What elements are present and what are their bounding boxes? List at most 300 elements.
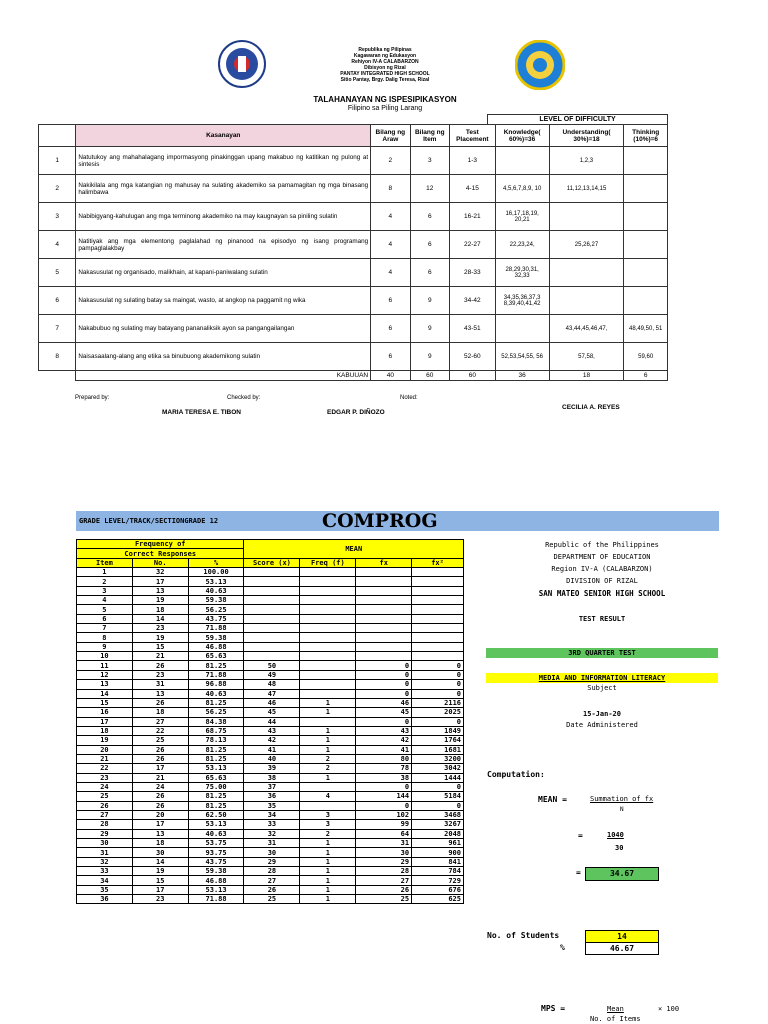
header-cell: Knowledge( 60%)=36 [495,125,549,147]
result-cell: 21 [77,754,133,763]
result-cell: 25 [77,792,133,801]
spec-cell [624,203,668,231]
result-cell [300,568,356,577]
result-cell: 100.00 [188,568,244,577]
result-cell: 6 [77,614,133,623]
header-cell: Kasanayan [76,125,371,147]
result-cell: 81.25 [188,792,244,801]
spec-cell [624,231,668,259]
result-cell: 22 [77,764,133,773]
spec-cell: 7 [39,315,76,343]
result-cell: 15 [132,642,188,651]
spec-cell: 11,12,13,14,15 [549,175,624,203]
result-cell: 1 [300,895,356,904]
spec-cell: 1,2,3 [549,147,624,175]
result-cell: 23 [132,670,188,679]
result-cell: 26 [132,698,188,707]
total-label: KABUUAN [76,371,371,381]
result-cell [300,801,356,810]
result-cell: 0 [356,782,412,791]
prepared-by-label: Prepared by: [75,395,110,401]
result-cell: 40.63 [188,829,244,838]
quarter-label: 3RD QUARTER TEST [486,648,718,658]
result-cell: 5 [77,605,133,614]
spec-cell [495,315,549,343]
result-cell: 0 [356,670,412,679]
result-cell: 34 [244,810,300,819]
spec-cell [624,259,668,287]
result-cell: 50 [244,661,300,670]
result-cell: 14 [132,857,188,866]
result-cell: 33 [77,867,133,876]
result-cell: 32 [244,829,300,838]
result-cell: 23 [132,624,188,633]
spec-cell: 6 [371,315,410,343]
result-cell: 13 [132,689,188,698]
mps-numerator: Mean [607,1005,624,1013]
subject-name: MEDIA AND INFORMATION LITERACY [486,673,718,683]
result-cell: 1681 [412,745,464,754]
result-cell: 0 [412,680,464,689]
result-row [77,736,464,745]
result-cell: 17 [132,764,188,773]
result-cell [356,633,412,642]
spec-cell: 22-27 [450,231,496,259]
result-cell: 45 [356,708,412,717]
spec-cell: 4 [371,203,410,231]
col-header: fx [356,558,412,567]
result-cell: 12 [77,670,133,679]
result-cell: 13 [132,586,188,595]
result-cell: 43.75 [188,857,244,866]
result-cell: 14 [77,689,133,698]
result-cell [356,614,412,623]
result-cell: 15 [132,876,188,885]
result-cell: 3 [300,820,356,829]
result-cell: 3267 [412,820,464,829]
spec-cell [549,203,624,231]
freq-header-2: Correct Responses [77,549,244,558]
result-cell: 46.88 [188,642,244,651]
spec-cell: 34-42 [450,287,496,315]
result-row [77,652,464,661]
result-cell: 21 [132,652,188,661]
result-cell: 19 [132,596,188,605]
spec-cell: 6 [410,203,449,231]
result-cell: 40.63 [188,689,244,698]
students-label: No. of Students [487,931,560,940]
result-cell: 1444 [412,773,464,782]
school-seal-logo [515,40,565,90]
result-cell: 41 [356,745,412,754]
result-cell: 78 [356,764,412,773]
result-cell [300,586,356,595]
spec-cell: 8 [371,175,410,203]
result-cell: 53.13 [188,885,244,894]
spec-cell: 43-51 [450,315,496,343]
result-cell [412,642,464,651]
result-cell: 3 [77,586,133,595]
result-cell: 30 [132,848,188,857]
result-cell: 71.88 [188,895,244,904]
result-cell: 68.75 [188,726,244,735]
freq-header: Frequency of [77,540,244,549]
result-cell: 9 [77,642,133,651]
result-cell: 1 [300,736,356,745]
competency-cell: Nabibigyang-kahulugan ang mga terminong akademiko na may kaugnayan sa piniling sulatin [76,203,371,231]
result-cell: 2 [300,764,356,773]
result-cell [356,577,412,586]
spec-cell: 4 [371,231,410,259]
result-cell [300,652,356,661]
result-cell: 27 [244,876,300,885]
result-cell: 17 [132,577,188,586]
result-row [77,661,464,670]
result-cell: 64 [356,829,412,838]
result-cell: 49 [244,670,300,679]
result-cell: 17 [77,717,133,726]
republic-line: Republic of the Philippines [545,541,659,549]
spec-cell: 6 [371,343,410,371]
total-cell: 60 [450,371,496,381]
spec-cell: 2 [371,147,410,175]
spec-row [39,175,668,203]
result-cell: 19 [77,736,133,745]
result-cell: 4 [300,792,356,801]
result-cell: 16 [77,708,133,717]
result-row [77,810,464,819]
spec-row [39,231,668,259]
result-cell: 21 [132,773,188,782]
competency-cell: Naisasaalang-alang ang etika sa binubuong akademikong sulatin [76,343,371,371]
spec-cell: 28-33 [450,259,496,287]
mps-denominator: No. of Items [590,1015,641,1023]
result-cell: 11 [77,661,133,670]
spec-cell: 1-3 [450,147,496,175]
result-row [77,698,464,707]
result-cell [244,652,300,661]
result-row [77,577,464,586]
result-cell: 2025 [412,708,464,717]
total-cell: 40 [371,371,410,381]
result-row [77,848,464,857]
result-cell: 1 [300,867,356,876]
result-cell: 20 [132,810,188,819]
col-header: Score (x) [244,558,300,567]
spec-cell: 34,35,36,37,3 8,39,40,41,42 [495,287,549,315]
result-row [77,754,464,763]
result-cell: 17 [132,820,188,829]
header-cell [39,125,76,147]
result-cell: 31 [77,848,133,857]
spec-cell: 5 [39,259,76,287]
result-cell: 46 [244,698,300,707]
spec-cell: 6 [371,287,410,315]
result-cell: 10 [77,652,133,661]
computation-label: Computation: [487,770,545,779]
result-cell [300,605,356,614]
result-cell: 31 [356,839,412,848]
result-cell: 29 [244,857,300,866]
result-cell: 59.38 [188,596,244,605]
spec-cell: 16,17,18,19, 20,21 [495,203,549,231]
result-cell [300,596,356,605]
result-cell: 43 [356,726,412,735]
division-line: DIVISION OF RIZAL [566,577,638,585]
spec-cell: 8 [39,343,76,371]
result-cell: 99 [356,820,412,829]
header-line: Sitio Pantay, Brgy. Dalig Teresa, Rizal [340,77,430,83]
result-cell: 8 [77,633,133,642]
header-cell: Test Placement [450,125,496,147]
result-cell: 53.13 [188,820,244,829]
result-cell: 26 [132,754,188,763]
result-cell: 80 [356,754,412,763]
result-cell [244,642,300,651]
result-row [77,792,464,801]
result-cell: 7 [77,624,133,633]
col-header: Freq (f) [300,558,356,567]
competency-cell: Nakikilala ang mga katangian ng mahusay na sulating akademiko sa pamamagitan ng mga binasang halimbawa [76,175,371,203]
checked-by-label: Checked by: [227,395,261,401]
result-cell: 48 [244,680,300,689]
result-row [77,839,464,848]
result-row [77,895,464,904]
result-cell: 35 [244,801,300,810]
result-cell: 81.25 [188,698,244,707]
result-cell [412,596,464,605]
result-row [77,596,464,605]
col-header: fx² [412,558,464,567]
result-cell: 0 [412,661,464,670]
result-table [76,539,464,904]
date-administered: 15-Jan-20 [583,710,621,718]
competency-cell: Nakasusulat ng organisado, malikhain, at kapani-paniwalang sulatin [76,259,371,287]
result-cell: 36 [244,792,300,801]
result-cell [300,670,356,679]
result-cell: 3042 [412,764,464,773]
percent-label: % [560,943,565,952]
result-cell: 78.13 [188,736,244,745]
result-row [77,568,464,577]
mps-label: MPS = [541,1004,566,1013]
spec-cell: 57,58, [549,343,624,371]
result-cell: 47 [244,689,300,698]
result-cell: 26 [132,661,188,670]
result-cell: 17 [132,885,188,894]
result-cell: 38 [244,773,300,782]
result-row [77,885,464,894]
result-cell: 2 [300,754,356,763]
students-percent: 46.67 [585,942,659,955]
result-cell: 0 [356,680,412,689]
result-cell: 1849 [412,726,464,735]
result-cell [356,586,412,595]
result-cell: 1 [300,745,356,754]
result-cell: 31 [132,680,188,689]
result-row [77,689,464,698]
spec-cell: 6 [39,287,76,315]
result-cell [356,624,412,633]
result-row [77,680,464,689]
spec-row [39,343,668,371]
result-cell: 25 [244,895,300,904]
noted-label: Noted: [400,395,418,401]
result-cell: 144 [356,792,412,801]
result-cell: 40.63 [188,586,244,595]
fx-sum: 1040 [607,831,624,839]
spec-cell: 22,23,24, [495,231,549,259]
header-line: Republika ng Pilipinas [358,47,412,53]
result-cell [412,633,464,642]
result-cell: 1 [300,698,356,707]
result-cell: 0 [412,782,464,791]
result-row [77,829,464,838]
grade-level-label: GRADE LEVEL/TRACK/SECTIONGRADE 12 [79,517,219,525]
result-cell: 56.25 [188,708,244,717]
result-row [77,820,464,829]
document-title: TALAHANAYAN NG ISPESIPIKASYON [313,95,457,104]
result-cell: 18 [77,726,133,735]
equals-sign: = [578,831,583,840]
subject-label: Subject [587,684,617,692]
result-cell: 46.88 [188,876,244,885]
result-cell: 4 [77,596,133,605]
spec-row [39,287,668,315]
total-cell: 60 [410,371,449,381]
result-cell: 28 [356,867,412,876]
spec-cell [624,147,668,175]
result-cell: 676 [412,885,464,894]
spec-row [39,259,668,287]
result-cell: 31 [244,839,300,848]
result-cell: 37 [244,782,300,791]
spec-cell: 4-15 [450,175,496,203]
result-cell: 28 [77,820,133,829]
result-cell: 30 [77,839,133,848]
result-cell: 18 [132,605,188,614]
result-cell: 27 [132,717,188,726]
total-cell: 36 [495,371,549,381]
result-cell [244,577,300,586]
result-cell: 36 [77,895,133,904]
result-cell: 841 [412,857,464,866]
result-cell: 33 [244,820,300,829]
result-cell [412,586,464,595]
spec-cell: 1 [39,147,76,175]
spec-cell [495,147,549,175]
mean-formula-numerator: Summation of fx [590,795,654,803]
result-row [77,764,464,773]
result-cell: 38 [356,773,412,782]
result-cell: 26 [356,885,412,894]
result-cell: 1 [300,726,356,735]
region-line: Region IV-A (CALABARZON) [551,565,653,573]
spec-cell: 9 [410,315,449,343]
result-row [77,745,464,754]
result-cell: 1 [300,876,356,885]
spec-cell: 52,53,54,55, 56 [495,343,549,371]
spec-cell: 6 [410,259,449,287]
result-cell: 24 [77,782,133,791]
level-of-difficulty-label: LEVEL OF DIFFICULTY [487,114,668,124]
result-cell: 81.25 [188,801,244,810]
competency-cell: Nakabubuo ng sulating may batayang pananaliksik ayon sa pangangailangan [76,315,371,343]
result-row [77,867,464,876]
spec-cell: 4 [371,259,410,287]
result-cell: 39 [244,764,300,773]
result-row [77,708,464,717]
specification-table [38,124,668,381]
spec-cell: 6 [410,231,449,259]
result-cell: 0 [356,717,412,726]
n-value: 30 [615,844,624,852]
result-cell: 25 [132,736,188,745]
result-cell: 20 [77,745,133,754]
checked-by-name: EDGAR P. DIÑOZO [327,409,385,416]
result-cell: 729 [412,876,464,885]
mean-formula-denominator: N [620,806,624,813]
result-row [77,876,464,885]
result-cell: 59.38 [188,867,244,876]
result-cell: 59.38 [188,633,244,642]
result-cell: 13 [77,680,133,689]
result-cell: 65.63 [188,773,244,782]
result-cell [244,596,300,605]
result-cell: 19 [132,867,188,876]
spec-cell [549,287,624,315]
result-row [77,624,464,633]
result-row [77,726,464,735]
total-cell: 18 [549,371,624,381]
result-cell [300,642,356,651]
spec-row [39,203,668,231]
result-cell: 25 [356,895,412,904]
result-cell: 42 [356,736,412,745]
deped-line: DEPARTMENT OF EDUCATION [553,553,651,561]
spec-cell: 28,29,30,31, 32,33 [495,259,549,287]
spec-cell: 3 [39,203,76,231]
noted-name: CECILIA A. REYES [562,404,620,411]
school-header [300,47,470,83]
result-cell: 26 [244,885,300,894]
result-cell: 0 [356,661,412,670]
result-cell: 1 [300,839,356,848]
result-cell: 26 [77,801,133,810]
result-cell: 0 [412,801,464,810]
result-cell: 1764 [412,736,464,745]
result-cell: 18 [132,839,188,848]
result-row [77,614,464,623]
result-cell: 784 [412,867,464,876]
result-cell [300,661,356,670]
result-cell [300,614,356,623]
result-cell [300,680,356,689]
result-row [77,782,464,791]
result-cell: 81.25 [188,754,244,763]
result-cell: 43.75 [188,614,244,623]
result-cell: 3468 [412,810,464,819]
result-cell [300,782,356,791]
header-line: PANTAY INTEGRATED HIGH SCHOOL [340,71,430,77]
result-cell: 2048 [412,829,464,838]
result-cell [356,642,412,651]
equals-sign: = [576,868,581,877]
result-cell [412,568,464,577]
result-row [77,633,464,642]
result-cell: 84.38 [188,717,244,726]
spec-cell: 12 [410,175,449,203]
